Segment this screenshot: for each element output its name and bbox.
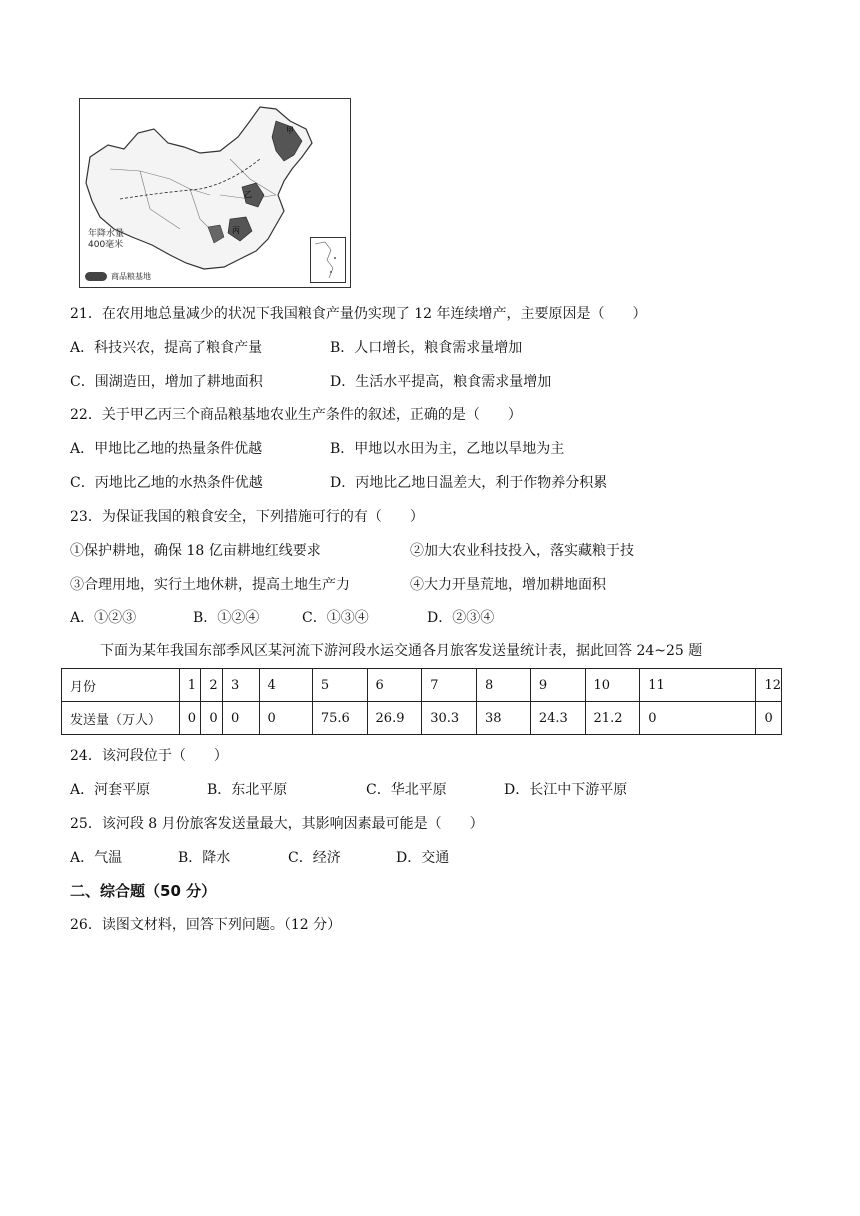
table-cell: 0 <box>756 702 782 735</box>
q23-statement-1: ①保护耕地，确保 18 亿亩耕地红线要求 <box>70 543 321 559</box>
q22-option-d[interactable]: D．丙地比乙地日温差大，利于作物养分积累 <box>330 475 608 491</box>
q23-option-d[interactable]: D．②③④ <box>427 610 495 626</box>
table-row-values <box>62 702 782 735</box>
table-cell: 0 <box>223 702 260 735</box>
table-cell: 9 <box>530 669 585 702</box>
legend-swatch <box>85 272 107 281</box>
q24-option-a[interactable]: A．河套平原 <box>70 782 151 798</box>
table-intro: 下面为某年我国东部季风区某河流下游河段水运交通各月旅客发送量统计表，据此回答 24~25 题 <box>100 643 703 659</box>
table-cell: 0 <box>259 702 312 735</box>
table-cell: 75.6 <box>312 702 367 735</box>
table-cell: 38 <box>476 702 530 735</box>
map-mark-jia: 甲 <box>286 126 294 135</box>
q23-option-b[interactable]: B．①②④ <box>193 610 260 626</box>
table-cell: 30.3 <box>422 702 477 735</box>
table-cell: 26.9 <box>367 702 422 735</box>
q24-option-c[interactable]: C．华北平原 <box>366 782 447 798</box>
map-legend: 商品粮基地 <box>85 271 151 282</box>
q21-option-b[interactable]: B．人口增长，粮食需求量增加 <box>330 340 523 356</box>
table-cell: 6 <box>367 669 422 702</box>
section-heading: 二、综合题（50 分） <box>70 882 217 900</box>
q23-option-c[interactable]: C．①③④ <box>302 610 369 626</box>
table-cell: 1 <box>179 669 201 702</box>
q21-stem: 21．在农用地总量减少的状况下我国粮食产量仍实现了 12 年连续增产，主要原因是（ ） <box>70 306 647 322</box>
passenger-table <box>61 668 782 735</box>
q25-option-a[interactable]: A．气温 <box>70 850 123 866</box>
q24-stem: 24．该河段位于（ ） <box>70 748 228 764</box>
table-cell: 2 <box>201 669 223 702</box>
table-header-month: 月份 <box>62 669 180 702</box>
q21-option-d[interactable]: D．生活水平提高，粮食需求量增加 <box>330 374 552 390</box>
q26-stem: 26．读图文材料，回答下列问题。（12 分） <box>70 917 342 933</box>
table-cell: 3 <box>223 669 260 702</box>
table-cell: 12 <box>756 669 782 702</box>
q23-option-a[interactable]: A．①②③ <box>70 610 137 626</box>
q22-option-c[interactable]: C．丙地比乙地的水热条件优越 <box>70 475 263 491</box>
rainfall-label: 年降水量 400毫米 <box>88 229 125 250</box>
table-cell: 4 <box>259 669 312 702</box>
table-cell: 10 <box>585 669 640 702</box>
table-cell: 5 <box>312 669 367 702</box>
q23-statement-2: ②加大农业科技投入，落实藏粮于技 <box>410 543 634 559</box>
q23-stem: 23．为保证我国的粮食安全，下列措施可行的有（ ） <box>70 509 424 525</box>
table-header-volume: 发送量（万人） <box>62 702 180 735</box>
q25-option-c[interactable]: C．经济 <box>288 850 341 866</box>
table-cell: 7 <box>422 669 477 702</box>
q25-stem: 25．该河段 8 月份旅客发送量最大，其影响因素最可能是（ ） <box>70 816 484 832</box>
table-cell: 11 <box>640 669 756 702</box>
q22-option-a[interactable]: A．甲地比乙地的热量条件优越 <box>70 441 263 457</box>
map-mark-bing: 丙 <box>232 226 240 235</box>
table-cell: 21.2 <box>585 702 640 735</box>
south-sea-inset <box>310 237 346 283</box>
q22-option-b[interactable]: B．甲地以水田为主，乙地以旱地为主 <box>330 441 565 457</box>
table-cell: 24.3 <box>530 702 585 735</box>
q23-statement-4: ④大力开垦荒地，增加耕地面积 <box>410 577 606 593</box>
table-cell: 0 <box>640 702 756 735</box>
map-mark-yi: 乙 <box>244 190 252 199</box>
q22-stem: 22．关于甲乙丙三个商品粮基地农业生产条件的叙述，正确的是（ ） <box>70 407 522 423</box>
q24-option-b[interactable]: B．东北平原 <box>207 782 288 798</box>
q21-option-c[interactable]: C．围湖造田，增加了耕地面积 <box>70 374 263 390</box>
q21-option-a[interactable]: A．科技兴农，提高了粮食产量 <box>70 340 263 356</box>
q25-option-b[interactable]: B．降水 <box>178 850 231 866</box>
q25-option-d[interactable]: D．交通 <box>396 850 450 866</box>
table-row-months <box>62 669 782 702</box>
q24-option-d[interactable]: D．长江中下游平原 <box>504 782 628 798</box>
table-cell: 8 <box>476 669 530 702</box>
q23-statement-3: ③合理用地，实行土地休耕，提高土地生产力 <box>70 577 350 593</box>
china-grain-base-map <box>79 98 351 288</box>
table-cell: 0 <box>201 702 223 735</box>
table-cell: 0 <box>179 702 201 735</box>
